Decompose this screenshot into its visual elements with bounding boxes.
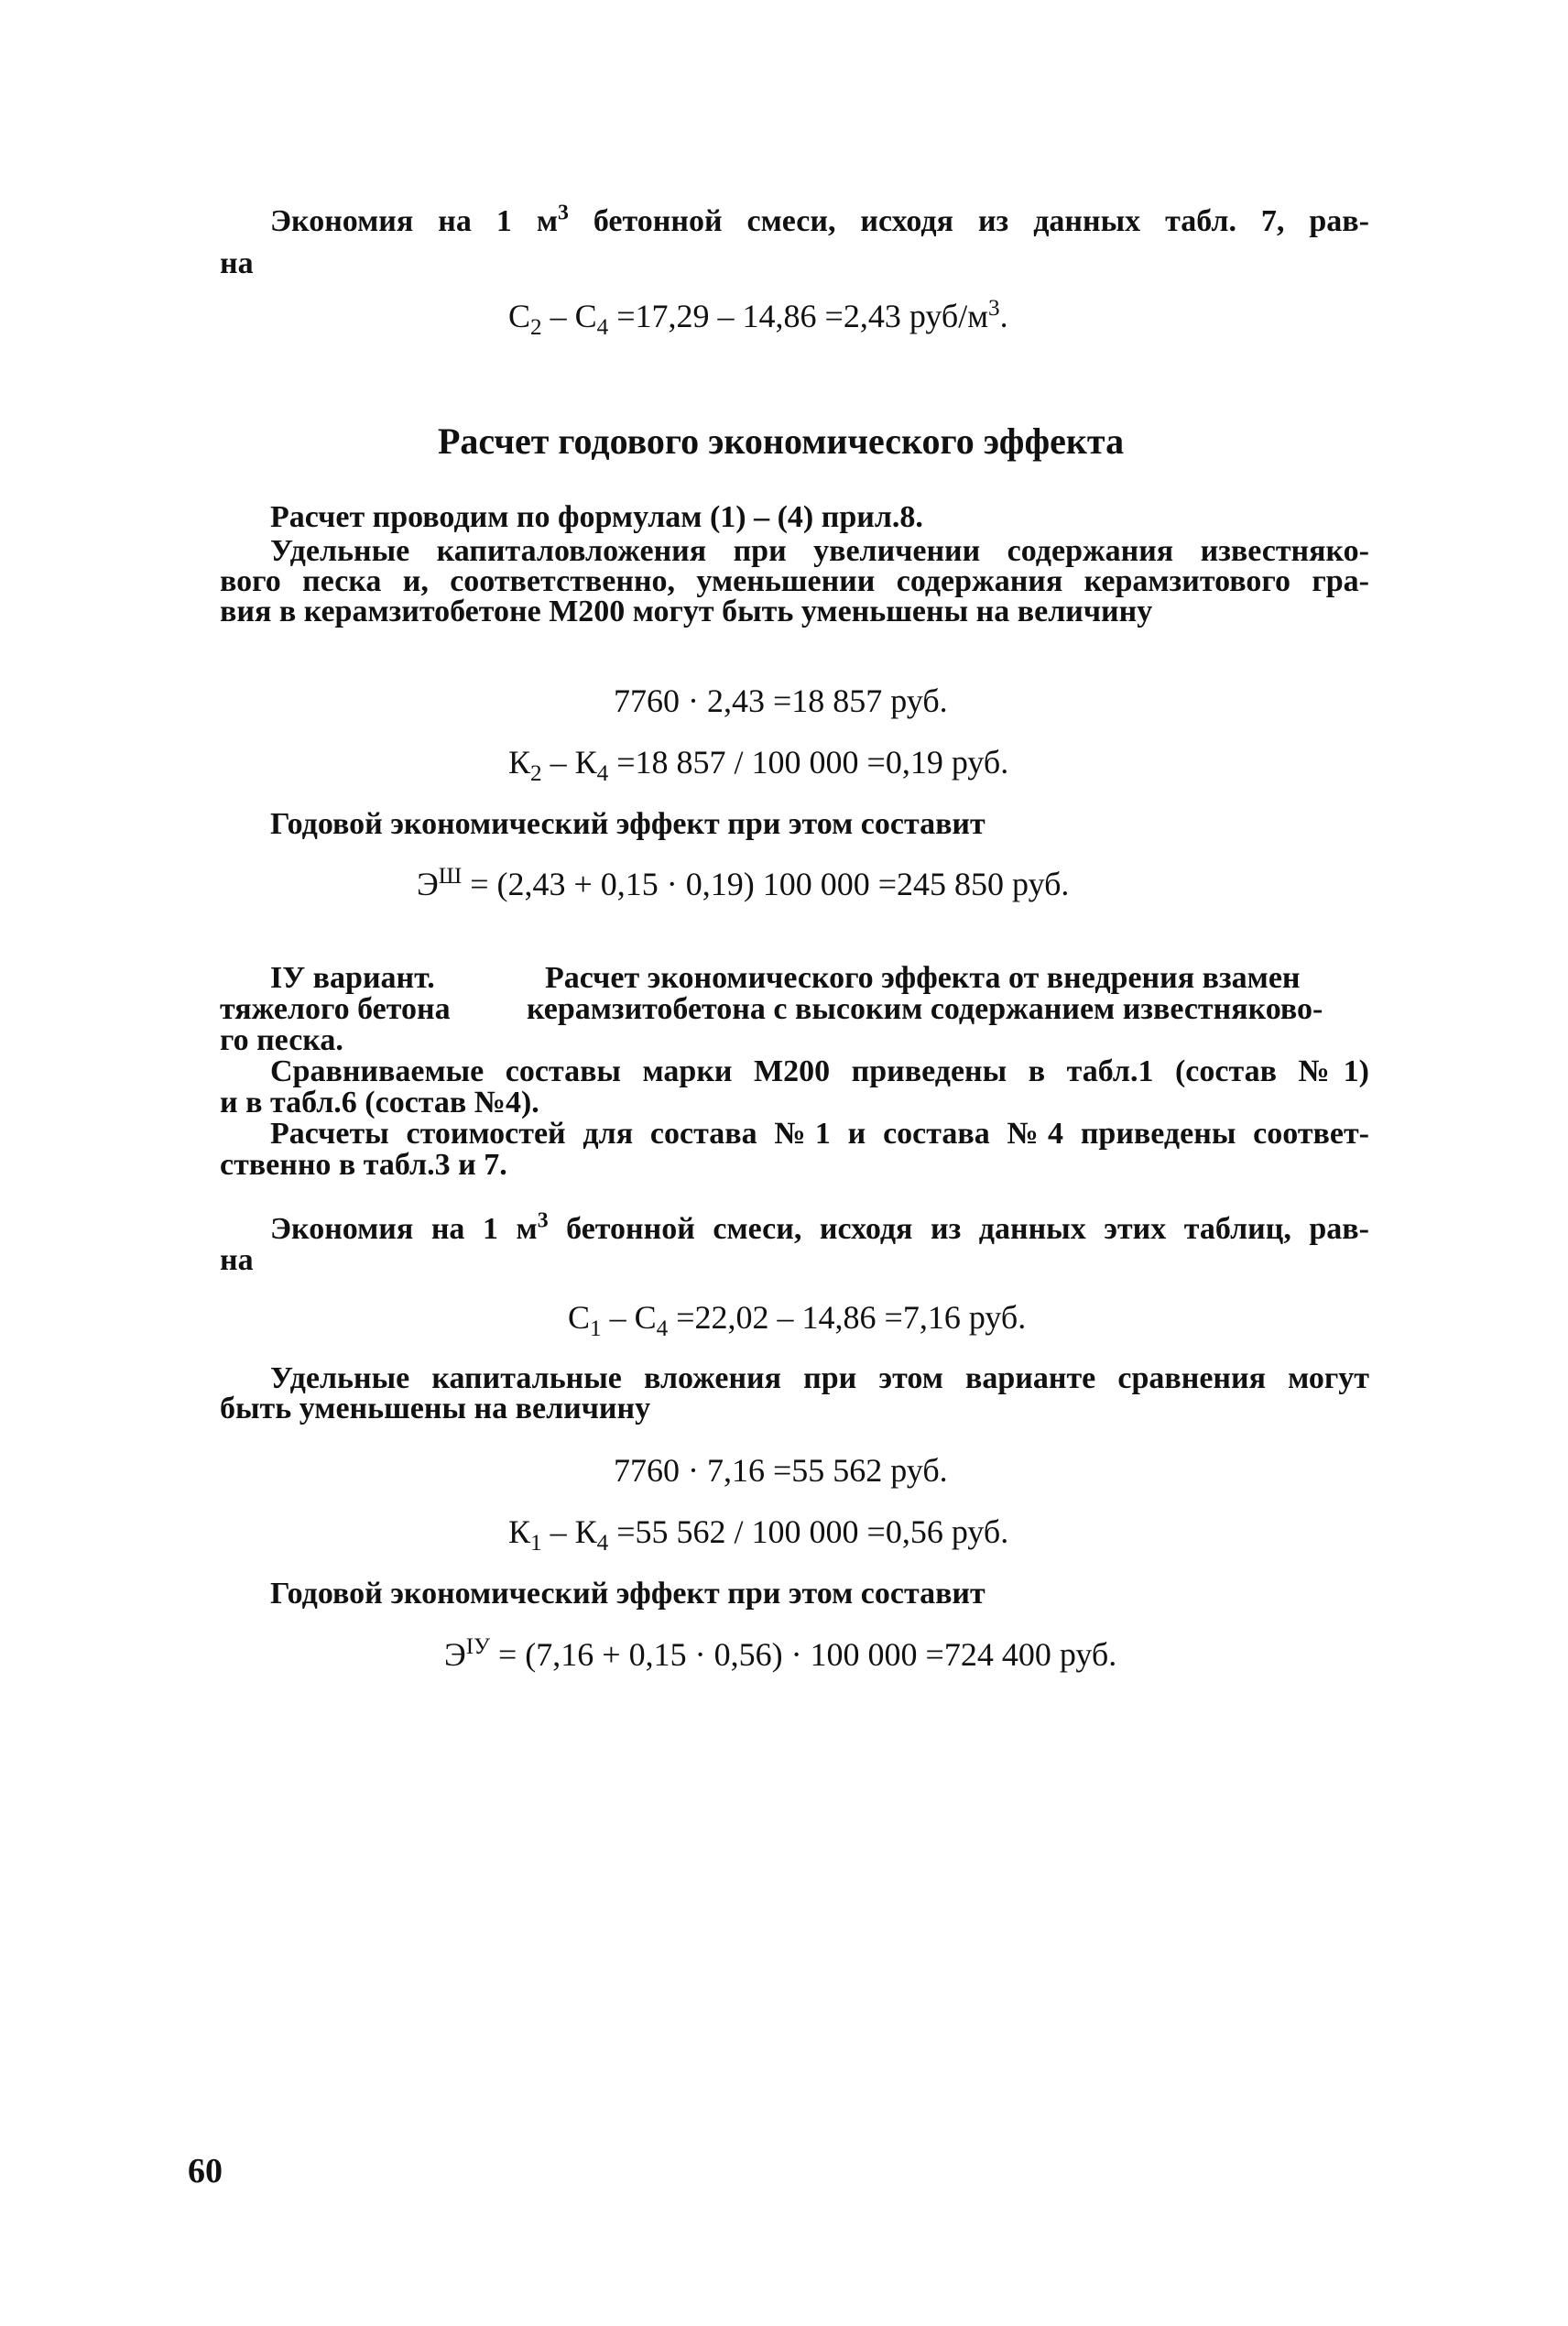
- equation-c2-c4: $С_2 - С_4 =17,29 - 14,86 =2,43$ руб/$м^3$.: [508, 296, 1008, 341]
- equation-7760-716: 7760 · 7,16 =55 562 руб.: [614, 1452, 948, 1489]
- variant-title-l3: го песка.: [220, 1023, 343, 1057]
- paragraph-capital-l2: вого песка и, соответственно, уменьшении содержания керамзитового гра-: [220, 564, 1369, 598]
- paragraph-capital-l1: Удельные капиталовложения при увеличении содержания известняко-: [270, 534, 1369, 568]
- paragraph-annual-effect: Годовой экономический эффект при этом составит: [270, 807, 985, 841]
- equation-effect-3: $Э^Ш = (2,43 + 0,15 \cdot 0,19)$ 100 000 =245 850 руб.: [417, 864, 1070, 902]
- page-number: 60: [188, 2152, 223, 2190]
- economy-variant-l1: Экономия на 1 $м^3$ бетонной смеси, исходя из данных этих таблиц, рав-: [270, 1208, 1369, 1246]
- cost-calculations-l2: ственно в табл.3 и 7.: [220, 1148, 507, 1182]
- section-title: Расчет годового экономического эффекта: [438, 420, 1125, 462]
- text: Экономия на 1 м: [270, 204, 558, 238]
- variant-label: IУ вариант.: [270, 961, 435, 995]
- economy-line-1: [270, 203, 1369, 240]
- compared-compositions-l2: и в табл.6 (состав №4).: [220, 1086, 539, 1119]
- variant-title-l1: Расчет экономического эффекта от внедрения взамен: [545, 961, 1301, 995]
- text: бетонной смеси, исходя из данных табл. 7, рав-: [568, 204, 1369, 238]
- economy-variant-l2: на: [220, 1243, 254, 1277]
- equation-c1-c4: $С_1 - С_4 =22,02 - 14,86 =7,16$ руб.: [568, 1299, 1027, 1342]
- equation-k1-k4: $К_1 - К_4 =55$ 562 / 100 000 =0,56 руб.: [508, 1513, 1009, 1556]
- text: на: [220, 246, 254, 280]
- capital-investments-l1: Удельные капитальные вложения при этом варианте сравнения могут: [270, 1361, 1369, 1395]
- capital-investments-l2: быть уменьшены на величину: [220, 1392, 651, 1425]
- paragraph-capital-l3: вия в керамзитобетоне М200 могут быть уменьшены на величину: [220, 595, 1153, 628]
- sup: 3: [557, 201, 569, 225]
- equation-effect-4: $Э^{IУ} = (7,16 + 0,15 \cdot 0,56) \cdot 100$ 000 =724 400 руб.: [444, 1634, 1117, 1673]
- variant-title-l2b: керамзитобетона с высоким содержанием известняково-: [527, 992, 1323, 1026]
- equation-7760-243: 7760 · 2,43 =18 857 руб.: [614, 683, 948, 719]
- compared-compositions-l1: Сравниваемые составы марки М200 приведены в табл.1 (состав №1): [270, 1054, 1369, 1088]
- equation-k2-k4: $К_2 - К_4 =18$ 857 / 100 000 =0,19 руб.: [508, 744, 1009, 787]
- economy-line-2: [220, 246, 254, 282]
- variant-title-l2a: тяжелого бетона: [220, 992, 451, 1026]
- paragraph-annual-effect-4: Годовой экономический эффект при этом составит: [270, 1577, 985, 1611]
- paragraph-formulas: Расчет проводим по формулам (1) – (4) прил.8.: [270, 500, 923, 534]
- cost-calculations-l1: Расчеты стоимостей для состава №1 и состава №4 приведены соответ-: [270, 1117, 1369, 1151]
